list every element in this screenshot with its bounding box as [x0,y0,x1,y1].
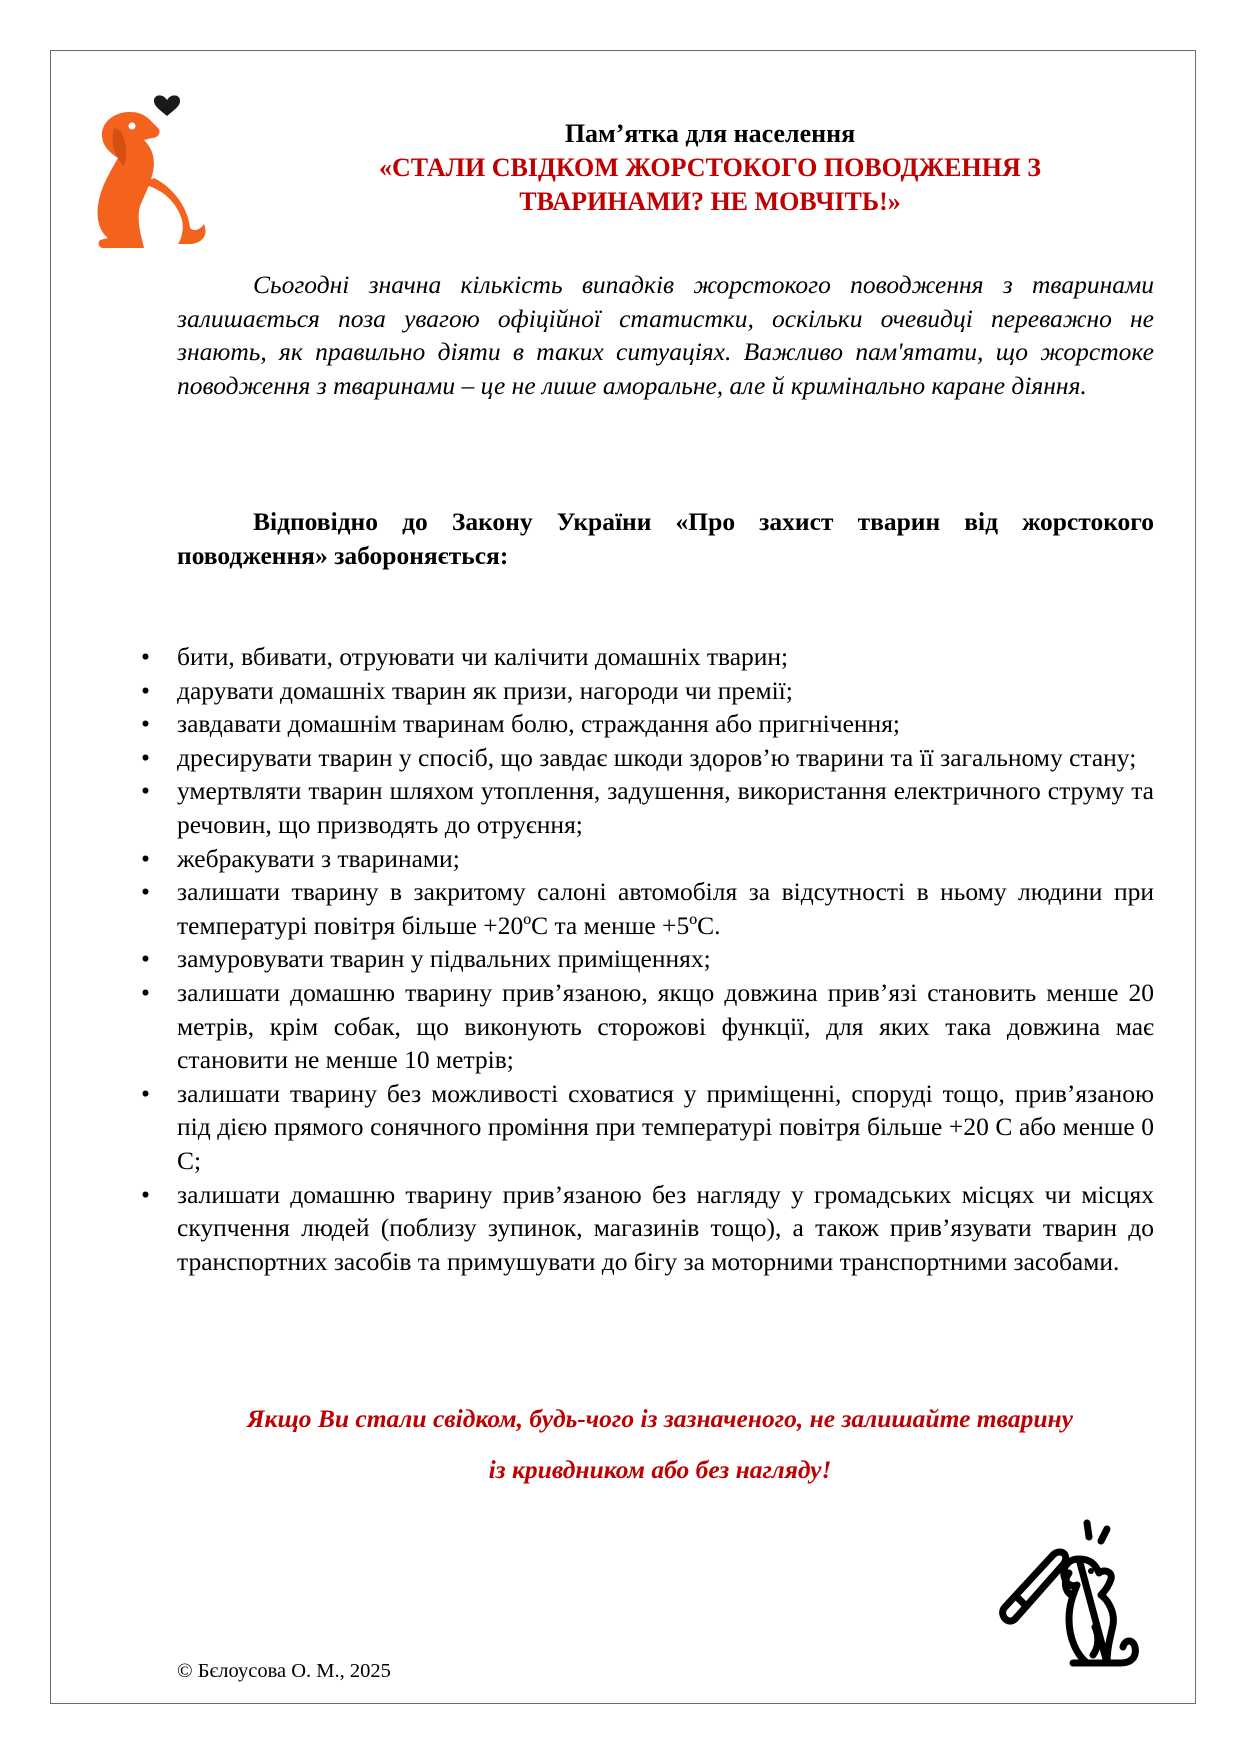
list-item: • завдавати домашнім тваринам болю, страждання або пригнічення; [177,707,1154,741]
list-item: • замуровувати тварин у підвальних приміщеннях; [177,942,1154,976]
document-title-line-1: «СТАЛИ СВІДКОМ ЖОРСТОКОГО ПОВОДЖЕННЯ З [379,153,1041,182]
copyright-notice: © Бєлоусова О. М., 2025 [177,1660,391,1682]
list-item: • дарувати домашніх тварин як призи, нагороди чи премії; [177,674,1154,708]
warning-line-2: із кривдником або без нагляду! [488,1455,832,1484]
document-subtitle: Пам’ятка для населення [564,119,856,148]
law-heading: Відповідно до Закону України «Про захист тварин від жорстокого поводження» забороняється: [177,507,1154,570]
prohibited-actions-list [177,640,1154,1278]
list-item: • залишати домашню тварину прив’язаною, якщо довжина прив’язі становить менше 20 метрів, крім собак, що виконують сторожові функції, для яких така довжина має становити не менше 10 метрів; [177,976,1154,1077]
document-header [260,117,1160,219]
list-item: • залишати домашню тварину прив’язаною без нагляду у громадських місцях чи місцях скупчення людей (поблизу зупинок, магазинів тощо), а також прив’язувати тварин до транспортних засобів та примушувати до бігу за моторними транспортними засобами. [177,1178,1154,1279]
dog-stick-abuse-icon [995,1515,1145,1671]
warning-line-1: Якщо Ви стали свідком, будь-чого із зазначеного, не залишайте тварину [246,1404,1073,1433]
list-item: • дресирувати тварин у спосіб, що завдає шкоди здоров’ю тварини та її загальному стану; [177,741,1154,775]
document-title-line-2: ТВАРИНАМИ? НЕ МОВЧІТЬ!» [519,187,901,216]
intro-paragraph: Сьогодні значна кількість випадків жорстокого поводження з тваринами залишається поза увагою офіційної статистки, оскільки очевидці переважно не знають, як правильно діяти в таких ситуаціях. Важливо пам'ятати, що жорстоке поводження з тваринами – це не лише аморальне, але й кримінально каране діяння. [177,270,1154,400]
list-item: • жебракувати з тваринами; [177,842,1154,876]
warning-message [160,1393,1160,1495]
orange-dog-heart-icon [96,88,208,250]
list-item: • бити, вбивати, отруювати чи калічити домашніх тварин; [177,640,1154,674]
list-item: • умертвляти тварин шляхом утоплення, задушення, використання електричного струму та речовин, що призводять до отруєння; [177,774,1154,841]
list-item: • залишати тварину в закритому салоні автомобіля за відсутності в ньому людини при температурі повітря більше +20ºС та менше +5ºС. [177,875,1154,942]
list-item: • залишати тварину без можливості сховатися у приміщенні, споруді тощо, прив’язаною під дією прямого сонячного проміння при температурі повітря більше +20 С або менше 0 С; [177,1077,1154,1178]
